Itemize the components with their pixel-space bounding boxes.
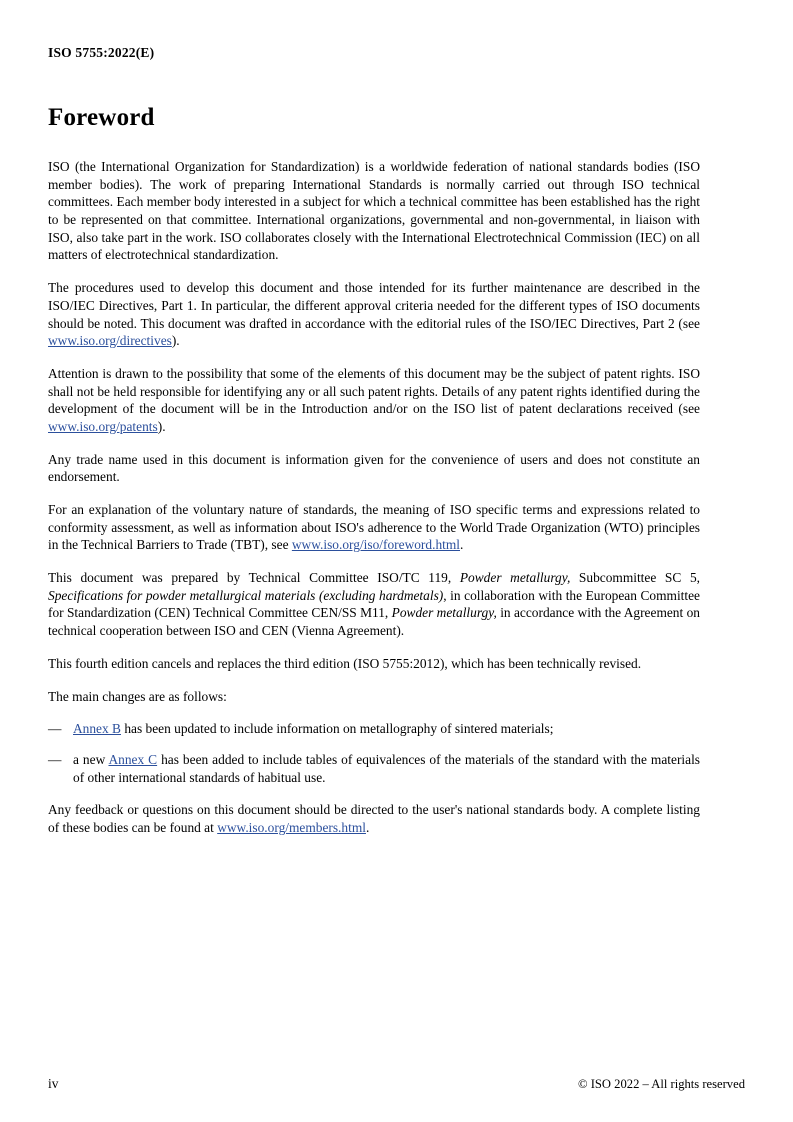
paragraph-3 — [48, 365, 700, 436]
footer-page-number: iv — [48, 1076, 59, 1091]
document-header-code: ISO 5755:2022(E) — [48, 45, 155, 60]
external-link[interactable]: www.iso.org/iso/foreword.html — [291, 537, 460, 553]
text-run: has been updated to include information on metallography of sintered materials; — [120, 721, 554, 737]
list-bullet-dash: — — [48, 751, 62, 767]
text-run: The procedures used to develop this document and those intended for its further maintenance are described in the ISO/IEC Directives, Part 1. In particular, the different approval criteria needed for the different types of ISO documents should be noted. This document was drafted in accordance with the editorial rules of the ISO/IEC Directives, Part 2 (see — [48, 280, 700, 331]
text-run: Any feedback or questions on this document should be directed to the user's national standards body. A complete listing of these bodies can be found at — [48, 802, 700, 835]
text-run: in accordance with the Agreement on technical cooperation between ISO and CEN (Vienna Agreement). — [48, 605, 700, 639]
italic-text: Powder metallurgy, — [391, 605, 497, 621]
cross-reference-link[interactable]: Annex C — [108, 751, 158, 767]
paragraph-6 — [48, 569, 700, 640]
paragraph-1 — [48, 158, 700, 264]
text-run: For an explanation of the voluntary nature of standards, the meaning of ISO specific terms and expressions related to conformity assessment, as well as information about ISO's adherence to the World Trade Organization (WTO) principles in the Technical Barriers to Trade (TBT), see — [48, 502, 700, 553]
text-run: a new — [73, 751, 109, 767]
text-run: This document was prepared by Technical Committee ISO/TC 119, — [48, 570, 460, 586]
text-run: Any trade name used in this document is information given for the convenience of users and does not constitute an endorsement. — [48, 451, 700, 485]
text-run: . — [365, 819, 370, 835]
list-item-text — [73, 752, 700, 785]
text-run: , in collaboration with the European Committee for Standardization (CEN) Technical Committee CEN/SS M11, — [48, 587, 700, 621]
paragraph-2 — [48, 279, 700, 350]
changes-list — [48, 720, 700, 786]
text-run: . — [460, 537, 464, 553]
list-item — [48, 751, 700, 786]
changes-lead-in: The main changes are as follows: — [48, 688, 227, 704]
list-item-text — [73, 721, 553, 736]
list-bullet-dash: — — [48, 721, 62, 737]
footer-copyright: © ISO 2022 – All rights reserved — [578, 1077, 745, 1091]
closing-paragraph — [48, 801, 700, 836]
external-link[interactable]: www.iso.org/directives — [48, 333, 172, 349]
cross-reference-link[interactable]: Annex B — [73, 721, 121, 737]
paragraph-7 — [48, 655, 700, 673]
document-body — [48, 104, 700, 837]
external-link[interactable]: www.iso.org/members.html — [217, 819, 366, 835]
text-run: has been added to include tables of equivalences of the materials of the standard with the materials of other international standards of habitual use. — [73, 751, 700, 785]
list-item — [48, 720, 700, 738]
text-run: ). — [157, 418, 166, 434]
paragraph-4 — [48, 451, 700, 486]
italic-text: Specifications for powder metallurgical materials (excluding hardmetals) — [48, 587, 444, 603]
external-link[interactable]: www.iso.org/patents — [48, 418, 158, 434]
text-run: Attention is drawn to the possibility that some of the elements of this document may be the subject of patent rights. ISO shall not be held responsible for identifying any or all such patent rights. Details of any patent rights identified during the development of the document will be in the Introduction and/or on the ISO list of patent declarations received (see — [48, 365, 700, 417]
paragraph-5 — [48, 501, 700, 554]
text-run: ). — [171, 333, 180, 349]
text-run: Subcommittee SC 5, — [570, 570, 700, 586]
text-run: This fourth edition cancels and replaces the third edition (ISO 5755:2012), which has been technically revised. — [48, 655, 642, 671]
text-run: ISO (the International Organization for Standardization) is a worldwide federation of national standards bodies (ISO member bodies). The work of preparing International Standards is normally carried out through ISO technical committees. Each member body interested in a subject for which a technical committee has been established has the right to be represented on that committee. International organizations, governmental and non-governmental, in liaison with ISO, also take part in the work. ISO collaborates closely with the International Electrotechnical Commission (IEC) on all matters of electrotechnical standardization. — [48, 159, 700, 263]
page-title: Foreword — [48, 104, 155, 131]
italic-text: Powder metallurgy, — [459, 570, 571, 586]
